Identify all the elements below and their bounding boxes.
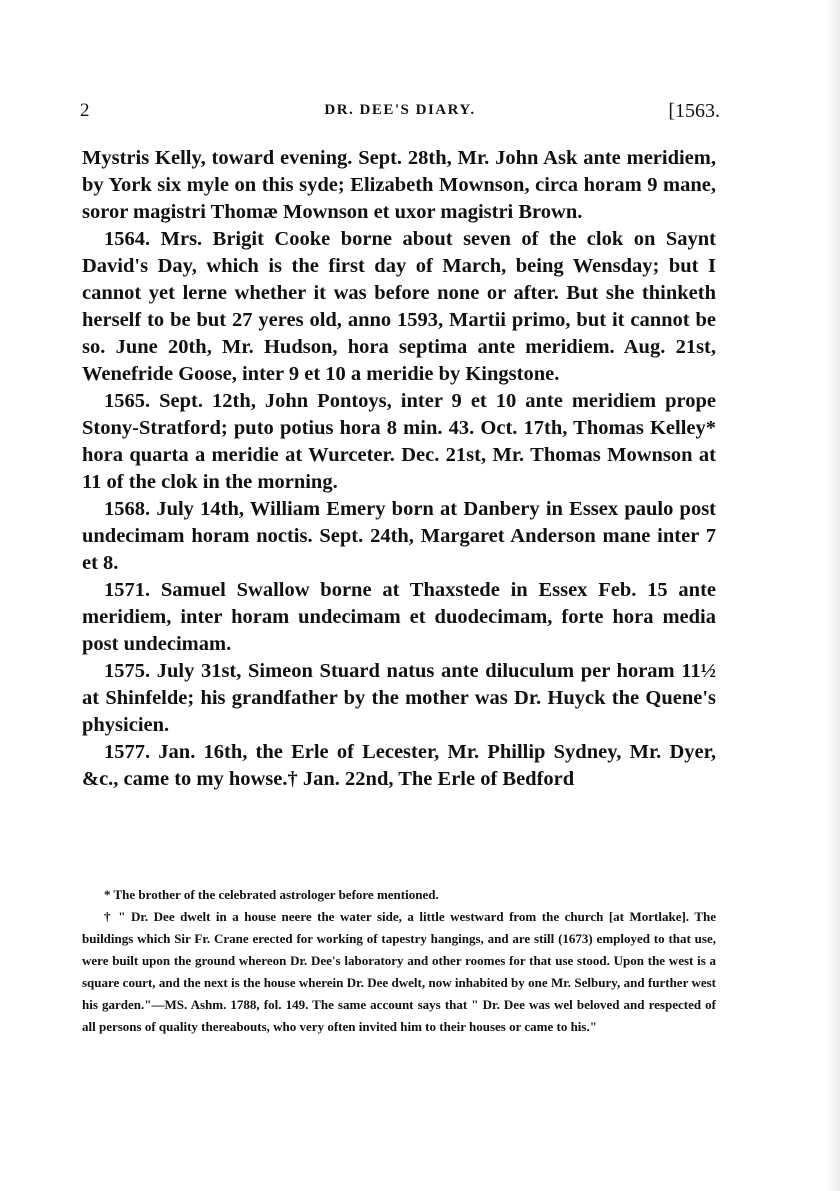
running-header	[80, 100, 720, 130]
body-text	[82, 145, 716, 793]
footnote-asterisk: * The brother of the celebrated astrologer before mentioned.	[104, 887, 439, 902]
paragraph-1565: 1565. Sept. 12th, John Pontoys, inter 9 et 10 ante meridiem prope Stony-Stratford; puto potius hora 8 min. 43. Oct. 17th, Thomas Kelley* hora quarta a meridie at Wurceter. Dec. 21st, Mr. Thomas Mownson at 11 of the clok in the morning.	[82, 390, 716, 493]
paragraph-continuation: Mystris Kelly, toward evening. Sept. 28th, Mr. John Ask ante meridiem, by York six myle on this syde; Elizabeth Mownson, circa horam 9 mane, soror magistri Thomæ Mownson et uxor magistri Brown.	[82, 147, 716, 223]
page-edge-shadow	[826, 0, 840, 1191]
running-title: DR. DEE'S DIARY.	[324, 102, 476, 118]
paragraph-1577: 1577. Jan. 16th, the Erle of Lecester, Mr. Phillip Sydney, Mr. Dyer, &c., came to my howse.† Jan. 22nd, The Erle of Bedford	[82, 741, 716, 790]
header-year: [1563.	[668, 100, 720, 122]
footnote-dagger: † " Dr. Dee dwelt in a house neere the water side, a little westward from the church [at Mortlake]. The buildings which Sir Fr. Crane erected for working of tapestry hangings, and are still (1673) employed to that use, were built upon the ground whereon Dr. Dee's laboratory and other roomes for that use stood. Upon the west is a square court, and the next is the house wherein Dr. Dee dwelt, now inhabited by one Mr. Selbury, and further west his garden."—MS. Ashm. 1788, fol. 149. The same account says that " Dr. Dee was wel beloved and respected of all persons of quality thereabouts, who very often invited him to their houses or came to his."	[82, 909, 716, 1034]
page-number: 2	[80, 100, 90, 121]
footnotes	[82, 884, 716, 1038]
paragraph-1564: 1564. Mrs. Brigit Cooke borne about seven of the clok on Saynt David's Day, which is the first day of March, being Wensday; but I cannot yet lerne whether it was before none or after. But she thinketh herself to be but 27 yeres old, anno 1593, Martii primo, but it cannot be so. June 20th, Mr. Hudson, hora septima ante meridiem. Aug. 21st, Wenefride Goose, inter 9 et 10 a meridie by Kingstone.	[82, 228, 716, 385]
paragraph-1575: 1575. July 31st, Simeon Stuard natus ante diluculum per horam 11½ at Shinfelde; his grandfather by the mother was Dr. Huyck the Quene's physicien.	[82, 660, 716, 736]
paragraph-1568: 1568. July 14th, William Emery born at Danbery in Essex paulo post undecimam horam noctis. Sept. 24th, Margaret Anderson mane inter 7 et 8.	[82, 498, 716, 574]
paragraph-1571: 1571. Samuel Swallow borne at Thaxstede in Essex Feb. 15 ante meridiem, inter horam undecimam et duodecimam, forte hora media post undecimam.	[82, 579, 716, 655]
